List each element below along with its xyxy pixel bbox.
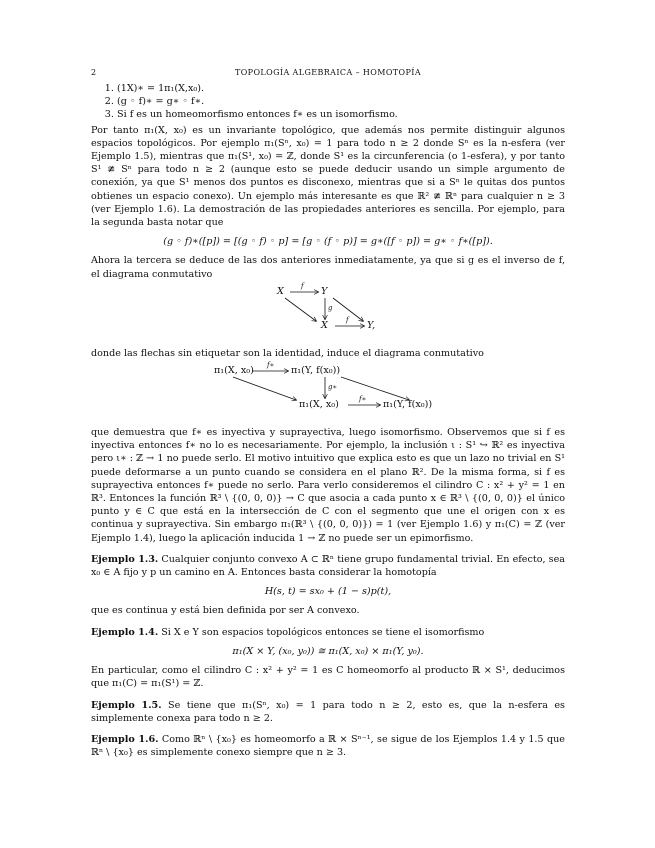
running-header xyxy=(91,66,565,82)
page xyxy=(91,66,565,763)
example-text: Como ℝⁿ \ {x₀} es homeomorfo a ℝ × Sⁿ⁻¹, se sigue de los Ejemplos 1.4 y 1.5 que ℝⁿ \ {x₀} es simplemente conexo siempre que n ≥ 3. xyxy=(91,733,565,759)
node-x: X xyxy=(277,285,284,297)
list-item: 3. Si f es un homeomorfismo entonces f∗ es un isomorfismo. xyxy=(117,108,565,121)
arrow-label-f-star: f∗ xyxy=(267,361,275,370)
node-pi1-x2: π₁(X, x₀) xyxy=(299,399,339,411)
commutative-diagram-2 xyxy=(91,361,565,422)
example-text: Cualquier conjunto convexo A ⊂ ℝⁿ tiene grupo fundamental trivial. En efecto, sea x₀ ∈ A fijo y p un camino en A. Entonces basta considerar la homotopía xyxy=(91,553,565,579)
list-item: 2. (g ◦ f)∗ = g∗ ◦ f∗. xyxy=(117,95,565,108)
equation: π₁(X × Y, (x₀, y₀)) ≅ π₁(X, x₀) × π₁(Y, y₀). xyxy=(232,645,424,657)
example-text: Si X e Y son espacios topológicos entonces se tiene el isomorfismo xyxy=(161,626,485,638)
paragraph: que es continua y está bien definida por ser A convexo. xyxy=(91,605,360,617)
property-list xyxy=(91,82,565,122)
example-title: Ejemplo 1.6. xyxy=(91,733,159,745)
commutative-diagram-1 xyxy=(91,281,565,343)
arrow-label-f2-star: f∗ xyxy=(359,395,367,404)
node-x2: X xyxy=(321,319,328,331)
list-item: 1. (1X)∗ = 1π₁(X,x₀). xyxy=(117,82,565,95)
example-1-3 xyxy=(91,553,565,579)
paragraph: En particular, como el cilindro C : x² + y² = 1 es C homeomorfo al producto ℝ × S¹, deducimos que π₁(C) = π₁(S¹) = ℤ. xyxy=(91,665,565,690)
example-1-5 xyxy=(91,699,565,725)
example-1-4 xyxy=(91,626,565,639)
node-y: Y xyxy=(321,285,328,297)
example-title: Ejemplo 1.3. xyxy=(91,553,159,565)
arrow-label-f: f xyxy=(301,281,304,290)
page-number: 2 xyxy=(91,68,97,77)
example-title: Ejemplo 1.4. xyxy=(91,626,159,638)
example-text: Se tiene que π₁(Sⁿ, x₀) = 1 para todo n ≥ 2, esto es, que la n-esfera es simplemente conexa para todo n ≥ 2. xyxy=(91,699,565,724)
node-pi1-x: π₁(X, x₀) xyxy=(214,365,254,377)
paragraph: que demuestra que f∗ es inyectiva y suprayectiva, luego isomorfismo. Observemos que si f es inyectiva entonces f∗ no lo es necesariamente. Por ejemplo, la inclusión ι : S¹ ↪ ℝ² es inyectiva pero ι∗ : ℤ → 1 no puede serlo. El motivo intuitivo que explica esto es que un lazo no trivial en S¹ puede deformarse a un punto cuando se considera en el plano ℝ². De la misma forma, si f es suprayectiva entonces f∗ puede no serlo. Para verlo consideremos el cilindro C : x² + y² = 1 en ℝ³. Entonces la función ℝ³ \ {(0, 0, 0)} → C que asocia a cada punto x ∈ ℝ³ \ {(0, 0, 0)} el único punto y ∈ C que está en la intersección de C con el segmento que une el origen con x es continua y suprayectiva. Sin embargo π₁(ℝ³ \ {(0, 0, 0)}) = 1 (ver Ejemplo 1.6) y π₁(C) = ℤ (ver Ejemplo 1.4), luego la aplicación inducida 1 → ℤ no puede ser un epimorfismo. xyxy=(91,427,565,544)
running-title: TOPOLOGÍA ALGEBRAICA – HOMOTOPÍA xyxy=(234,68,422,77)
equation: (g ◦ f)∗([p]) = [(g ◦ f) ◦ p] = [g ◦ (f ◦ p)] = g∗([f ◦ p]) = g∗ ◦ f∗([p]). xyxy=(163,236,493,248)
node-y2: Y, xyxy=(367,319,376,331)
paragraph: Por tanto π₁(X, x₀) es un invariante topológico, que además nos permite distinguir algunos espacios topológicos. Por ejemplo π₁(Sⁿ, x₀) = 1 para todo n ≥ 2 donde Sⁿ es la n-esfera (ver Ejemplo 1.5), mientras que π₁(S¹, x₀) = ℤ, donde S¹ es la circunferencia (o 1-esfera), y por tanto S¹ ≇ Sⁿ para todo n ≥ 2 (aunque esto se puede deducir usando un simple argumento de conexión, ya que S¹ menos dos puntos es disconexo, mientras que si a Sⁿ le quitas dos puntos obtienes un espacio conexo). Un ejemplo más interesante es que ℝ² ≇ ℝⁿ para cualquier n ≥ 3 (ver Ejemplo 1.6). La demostración de las propiedades anteriores es sencilla. Por ejemplo, para la segunda basta notar que xyxy=(91,124,565,229)
paragraph: donde las flechas sin etiquetar son la identidad, induce el diagrama conmutativo xyxy=(91,347,484,359)
equation: H(s, t) = sx₀ + (1 − s)p(t), xyxy=(264,586,392,598)
arrow-label-g-star: g∗ xyxy=(328,383,338,392)
node-pi1-y: π₁(Y, f(x₀)) xyxy=(291,365,341,377)
example-1-6 xyxy=(91,733,565,759)
arrow-label-f2: f xyxy=(346,315,349,324)
paragraph: Ahora la tercera se deduce de las dos anteriores inmediatamente, ya que si g es el inverso de f, el diagrama conmutativo xyxy=(91,255,565,280)
node-pi1-y2: π₁(Y, f(x₀)) xyxy=(383,399,433,411)
arrow-label-g: g xyxy=(328,303,333,312)
example-title: Ejemplo 1.5. xyxy=(91,699,162,711)
